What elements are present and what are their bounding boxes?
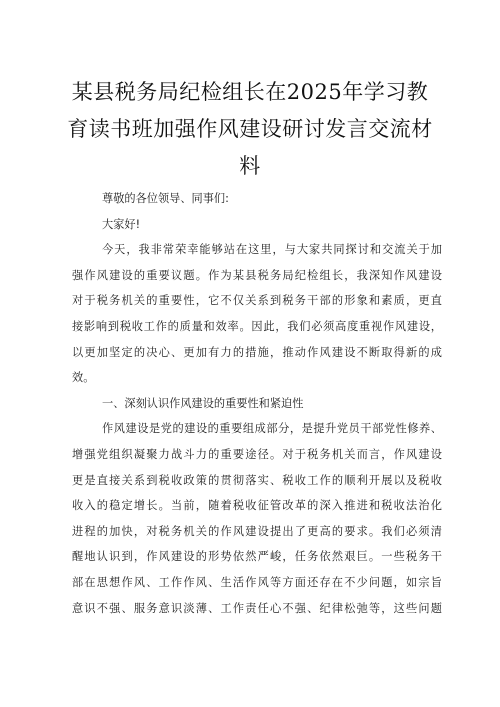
body-line: 作风建设是党的建设的重要组成部分，是提升党员干部党性修养、 <box>102 422 442 436</box>
body-line: 醒地认识到，作风建设的形势依然严峻，任务依然艰巨。一些税务干 <box>72 550 442 564</box>
document-body <box>72 186 442 621</box>
body-line: 对于税务机关的重要性，它不仅关系到税务干部的形象和素质，更直 <box>72 294 442 308</box>
body-line: 接影响到税收工作的质量和效率。因此，我们必须高度重视作风建设， <box>72 319 442 333</box>
title-line: 料 <box>239 154 261 178</box>
body-line: 尊敬的各位领导、同事们: <box>102 192 229 205</box>
body-line: 更是直接关系到税收政策的贯彻落实、税收工作的顺利开展以及税收 <box>72 473 442 487</box>
body-line: 大家好! <box>102 217 141 231</box>
body-line: 增强党组织凝聚力战斗力的重要途径。对于税务机关而言，作风建设 <box>72 447 442 461</box>
title-line: 某县税务局纪检组长在2025年学习教 <box>71 80 429 104</box>
body-line: 进程的加快，对税务机关的作风建设提出了更高的要求。我们必须清 <box>72 524 442 538</box>
body-line: 效。 <box>72 371 95 385</box>
body-line: 强作风建设的重要议题。作为某县税务局纪检组长，我深知作风建设 <box>72 268 442 282</box>
body-line: 部在思想作风、工作作风、生活作风等方面还存在不少问题，如宗旨 <box>72 575 442 589</box>
title-line: 育读书班加强作风建设研讨发言交流材 <box>67 117 433 141</box>
body-line: 今天，我非常荣幸能够站在这里，与大家共同探讨和交流关于加 <box>102 243 442 257</box>
body-line: 意识不强、服务意识淡薄、工作责任心不强、纪律松弛等，这些问题 <box>72 601 442 615</box>
document-title <box>60 74 440 185</box>
body-line: 以更加坚定的决心、更加有力的措施，推动作风建设不断取得新的成 <box>72 345 442 359</box>
body-line: 一、深刻认识作风建设的重要性和紧迫性 <box>102 396 304 410</box>
body-line: 收入的稳定增长。当前，随着税收征管改革的深入推进和税收法治化 <box>72 499 442 513</box>
